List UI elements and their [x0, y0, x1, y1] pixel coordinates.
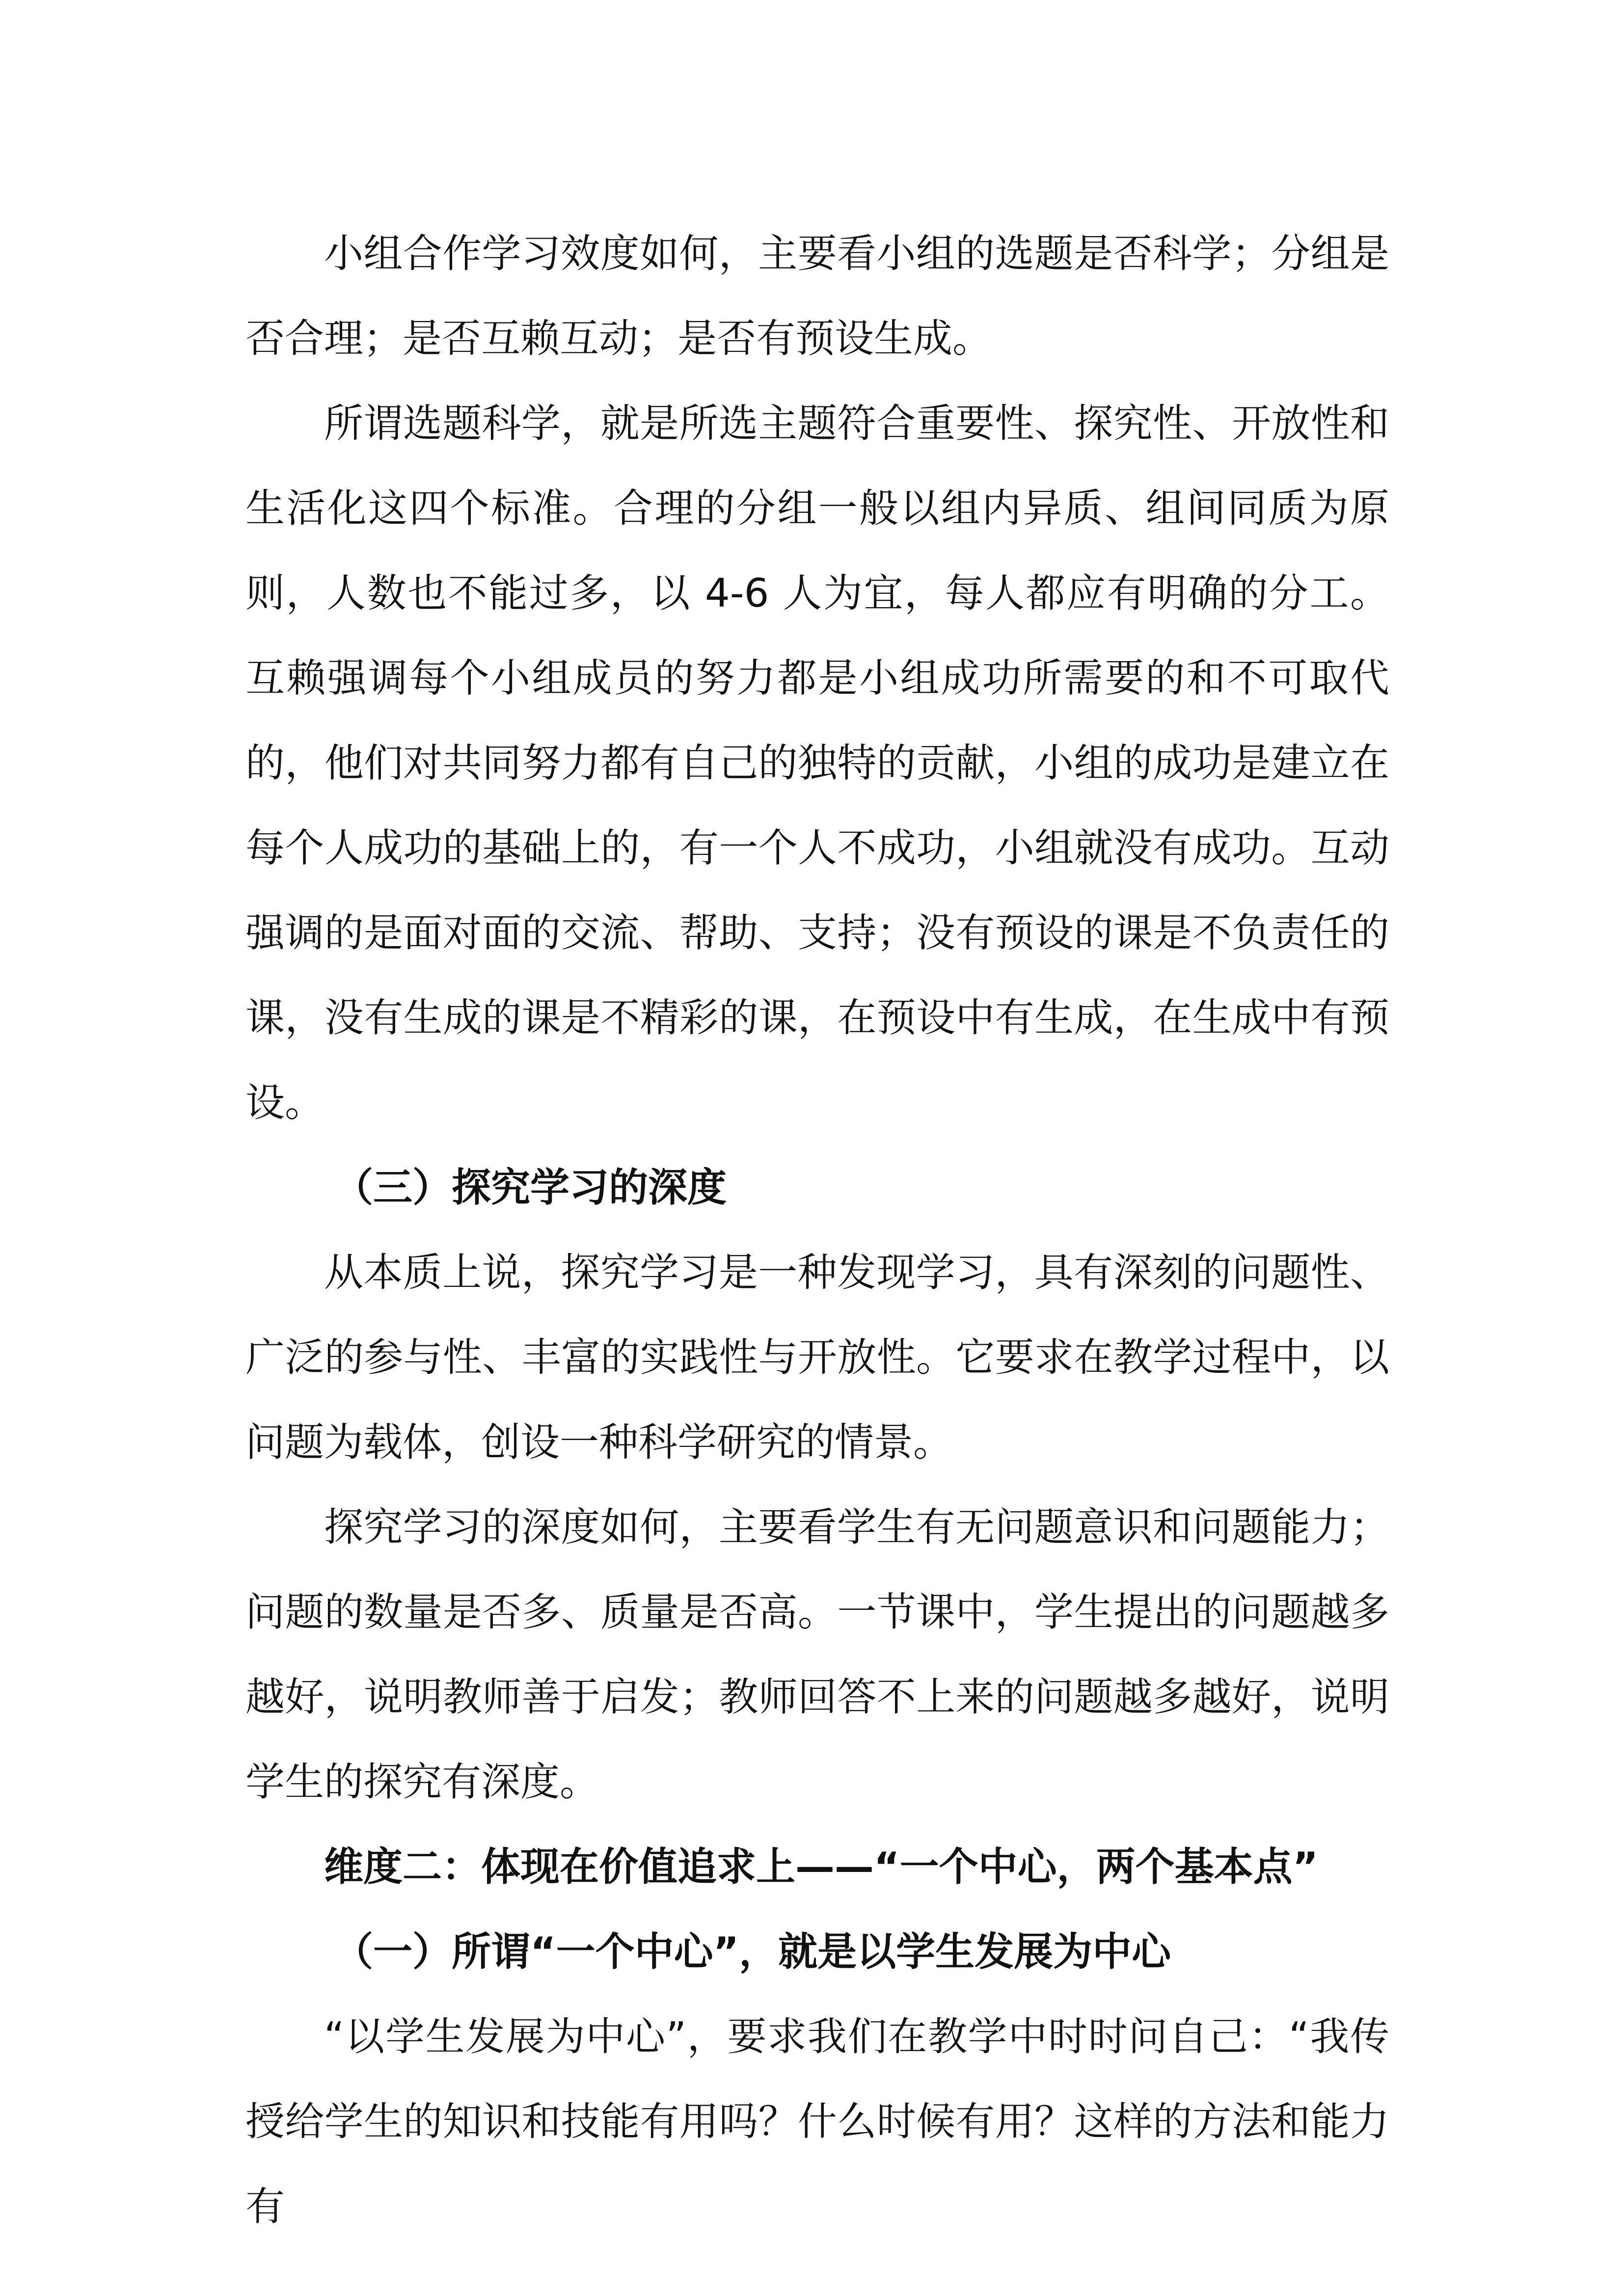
- document-body: [245, 211, 1389, 2249]
- paragraph-student-centered: “以学生发展为中心”，要求我们在教学中时时问自己：“我传授给学生的知识和技能有用吗？什么时候有用？这样的方法和能力有: [245, 2014, 1389, 2229]
- paragraph-inquiry-nature: 从本质上说，探究学习是一种发现学习，具有深刻的问题性、广泛的参与性、丰富的实践性与开放性。它要求在教学过程中，以问题为载体，创设一种科学研究的情景。: [245, 1250, 1389, 1465]
- paragraph-inquiry-depth: 探究学习的深度如何，主要看学生有无问题意识和问题能力；问题的数量是否多、质量是否高。一节课中，学生提出的问题越多越好，说明教师善于启发；教师回答不上来的问题越多越好，说明学生的探究有深度。: [245, 1504, 1389, 1805]
- subsection-heading-one-center: （一）所谓“一个中心”，就是以学生发展为中心: [334, 1929, 1171, 1975]
- section-heading-dimension-two: 维度二：体现在价值追求上——“一个中心，两个基本点”: [324, 1844, 1319, 1890]
- paragraph-topic-selection: 所谓选题科学，就是所选主题符合重要性、探究性、开放性和生活化这四个标准。合理的分组一般以组内异质、组间同质为原则，人数也不能过多，以 4-6 人为宜，每人都应有明确的分工。互赖强调每个小组成员的努力都是小组成功所需要的和不可取代的，他们对共同努力都有自己的独特的贡献，小组的成功是建立在每个人成功的基础上的，有一个人不成功，小组就没有成功。互动强调的是面对面的交流、帮助、支持；没有预设的课是不负责任的课，没有生成的课是不精彩的课，在预设中有生成，在生成中有预设。: [245, 400, 1389, 1125]
- paragraph-group-effectiveness: 小组合作学习效度如何，主要看小组的选题是否科学；分组是否合理；是否互赖互动；是否有预设生成。: [245, 231, 1389, 361]
- section-heading-inquiry-depth: （三）探究学习的深度: [334, 1165, 727, 1210]
